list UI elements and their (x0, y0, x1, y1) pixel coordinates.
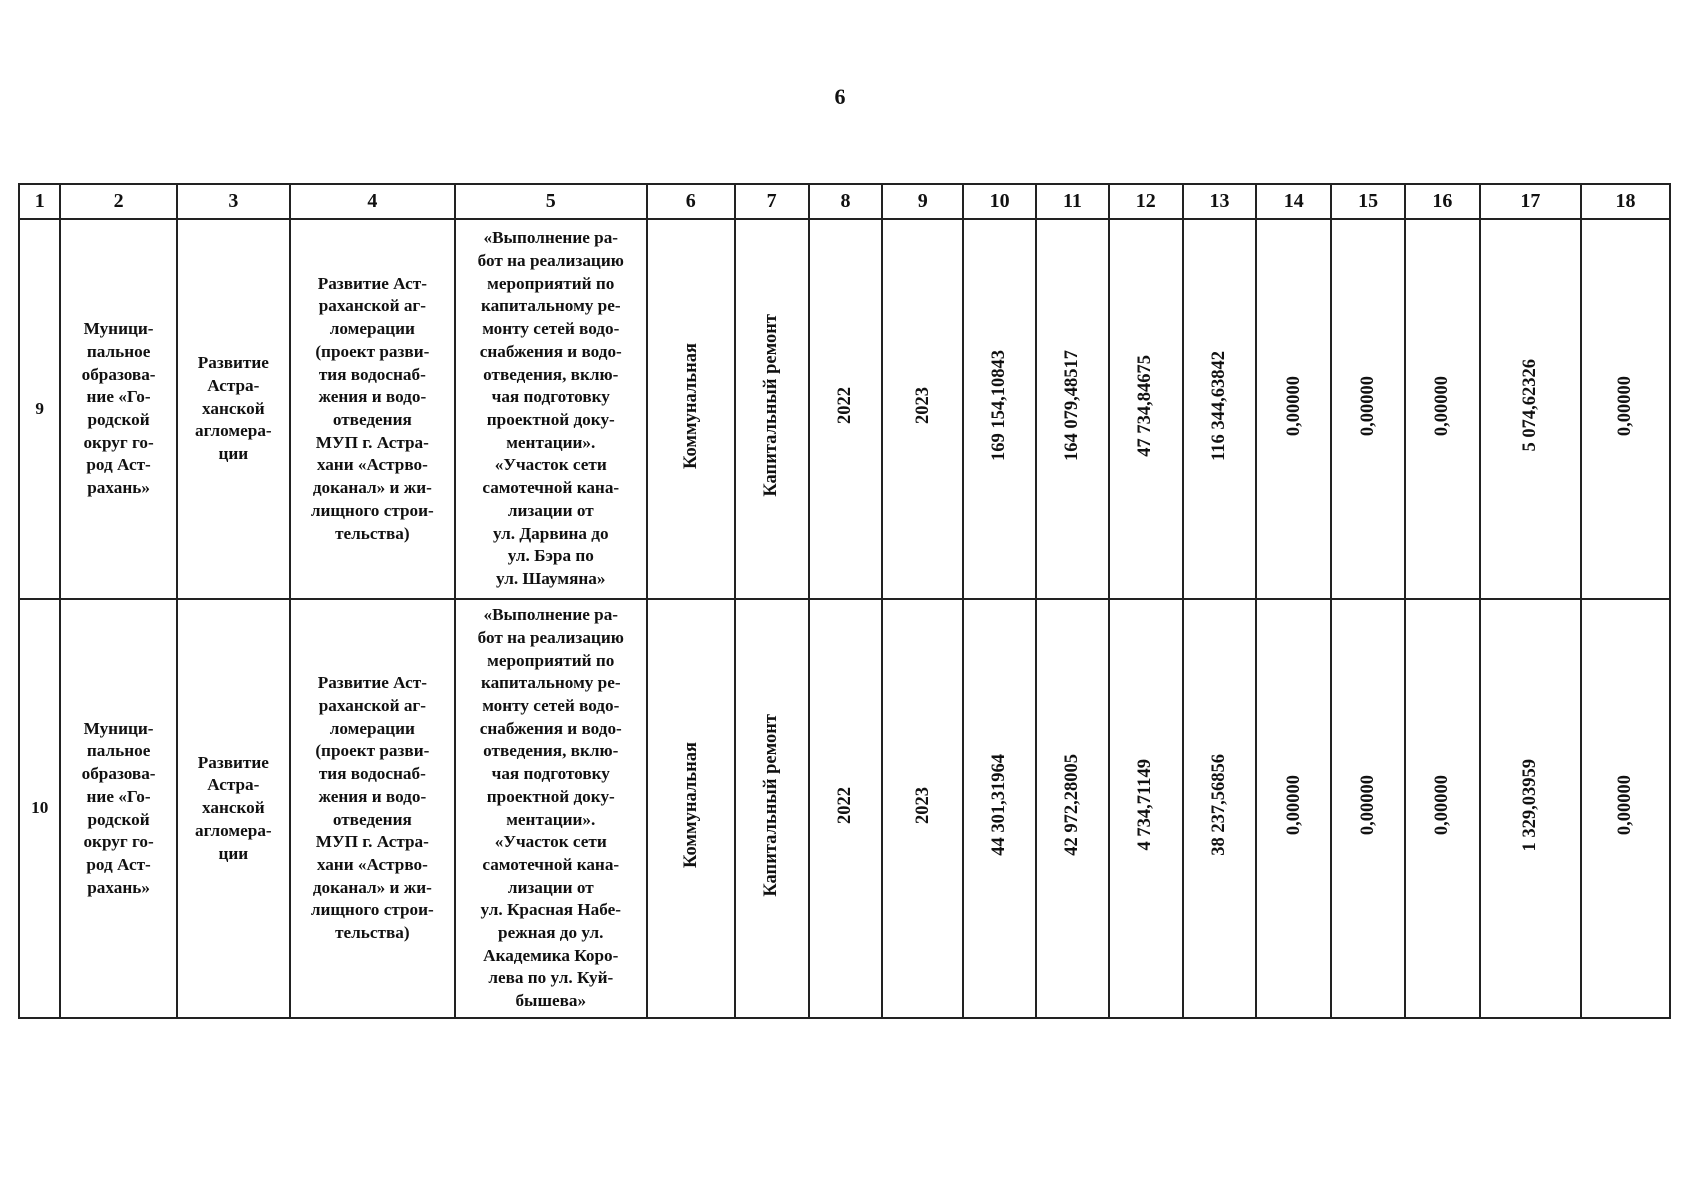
column-number: 6 (647, 184, 735, 219)
program-cell (177, 219, 290, 599)
text-line: самотечной кана- (482, 478, 620, 498)
text-line: Муници- (83, 718, 154, 738)
text-line: тельства) (335, 923, 410, 943)
text-line: самотечной кана- (482, 854, 620, 874)
text-line: монту сетей водо- (482, 319, 620, 339)
column-number: 2 (60, 184, 176, 219)
text-line: округ го- (83, 832, 154, 852)
text-line: ломерации (329, 718, 415, 738)
amount-value: 0,00000 (1283, 775, 1304, 836)
ownership-cell (647, 599, 735, 1018)
amount-value: 38 237,56856 (1209, 754, 1230, 857)
text-line: ул. Красная Набе- (480, 900, 621, 920)
column-number: 4 (290, 184, 455, 219)
ownership-cell (647, 219, 735, 599)
object-cell (455, 599, 647, 1018)
amount-cell (1256, 219, 1331, 599)
column-number: 11 (1036, 184, 1109, 219)
amount-value: 0,00000 (1432, 775, 1453, 836)
text-line: род Аст- (86, 854, 151, 874)
text-line: бот на реализацию (477, 251, 624, 271)
text-line: Астра- (207, 775, 260, 795)
text-line: рахань» (87, 478, 150, 498)
amount-value: 47 734,84675 (1135, 354, 1156, 457)
text-line: капитальному ре- (480, 673, 621, 693)
text-line: проектной доку- (486, 786, 615, 806)
text-line: хани «Астрво- (316, 455, 428, 475)
amount-cell (1581, 219, 1670, 599)
text-line: род Аст- (86, 455, 151, 475)
text-line: «Выполнение ра- (483, 228, 619, 248)
column-number: 8 (809, 184, 883, 219)
text-line: Муници- (83, 319, 154, 339)
text-line: Академика Коро- (483, 945, 619, 965)
text-line: режная до ул. (498, 923, 604, 943)
project-cell (290, 599, 455, 1018)
work-type-cell (735, 599, 809, 1018)
text-line: ул. Шаумяна» (496, 568, 606, 588)
amount-value: 169 154,10843 (989, 350, 1010, 462)
municipality-cell (60, 599, 176, 1018)
text-line: Развитие (197, 752, 269, 772)
amount-value: 0,00000 (1357, 775, 1378, 836)
text-line: бот на реализацию (477, 627, 624, 647)
amount-value: 0,00000 (1432, 375, 1453, 436)
text-line: доканал» и жи- (312, 478, 432, 498)
table-row (19, 599, 1670, 1018)
end-year-cell (882, 219, 963, 599)
text-line: ние «Го- (86, 786, 151, 806)
column-number: 18 (1581, 184, 1670, 219)
text-line: Развитие Аст- (317, 673, 427, 693)
text-line: округ го- (83, 432, 154, 452)
column-number: 12 (1109, 184, 1183, 219)
text-line: лизации от (507, 500, 594, 520)
amount-value: 1 329,03959 (1520, 758, 1541, 852)
text-line: снабжения и водо- (479, 718, 622, 738)
text-line: лищного строи- (310, 500, 434, 520)
amount-value: 0,00000 (1357, 375, 1378, 436)
text-line: чая подготовку (491, 387, 610, 407)
ownership-value: Коммунальная (680, 742, 701, 869)
investment-table (18, 183, 1671, 1019)
end-year-cell (882, 599, 963, 1018)
text-line: «Выполнение ра- (483, 605, 619, 625)
text-line: агломера- (194, 421, 272, 441)
text-line: ломерации (329, 319, 415, 339)
amount-cell (1405, 599, 1480, 1018)
text-line: ние «Го- (86, 387, 151, 407)
text-line: ции (218, 444, 249, 464)
amount-cell (1331, 599, 1405, 1018)
start-year-value: 2022 (835, 786, 856, 824)
text-line: агломера- (194, 820, 272, 840)
column-number: 3 (177, 184, 290, 219)
text-line: ции (218, 843, 249, 863)
text-line: рахань» (87, 877, 150, 897)
amount-value: 0,00000 (1615, 775, 1636, 836)
text-line: жения и водо- (318, 786, 427, 806)
text-line: МУП г. Астра- (315, 832, 429, 852)
start-year-value: 2022 (835, 387, 856, 425)
amount-cell (1331, 219, 1405, 599)
row-number: 10 (19, 599, 60, 1018)
text-line: (проект разви- (315, 741, 430, 761)
amount-value: 164 079,48517 (1062, 350, 1083, 462)
amount-cell (1109, 219, 1183, 599)
text-line: ханской (201, 798, 265, 818)
end-year-value: 2023 (912, 786, 933, 824)
amount-cell (1256, 599, 1331, 1018)
amount-cell (1036, 599, 1109, 1018)
text-line: тельства) (335, 523, 410, 543)
work-type-cell (735, 219, 809, 599)
text-line: отведения (332, 809, 412, 829)
amount-value: 44 301,31964 (989, 754, 1010, 857)
text-line: образова- (81, 364, 156, 384)
ownership-value: Коммунальная (680, 342, 701, 469)
text-line: Астра- (207, 375, 260, 395)
amount-cell (1581, 599, 1670, 1018)
amount-cell (1480, 219, 1581, 599)
text-line: мероприятий по (487, 650, 615, 670)
text-line: бышева» (515, 991, 587, 1011)
amount-cell (1183, 599, 1257, 1018)
text-line: отведения, вклю- (483, 364, 619, 384)
row-number: 9 (19, 219, 60, 599)
amount-cell (1480, 599, 1581, 1018)
program-cell (177, 599, 290, 1018)
text-line: пальное (86, 341, 151, 361)
start-year-cell (809, 599, 883, 1018)
text-line: раханской аг- (318, 296, 426, 316)
amount-value: 4 734,71149 (1135, 759, 1156, 851)
text-line: чая подготовку (491, 764, 610, 784)
text-line: раханской аг- (318, 695, 426, 715)
column-number: 15 (1331, 184, 1405, 219)
text-line: (проект разви- (315, 341, 430, 361)
text-line: снабжения и водо- (479, 341, 622, 361)
column-number: 9 (882, 184, 963, 219)
text-line: лизации от (507, 877, 594, 897)
text-line: «Участок сети (494, 455, 607, 475)
column-number: 14 (1256, 184, 1331, 219)
column-number: 16 (1405, 184, 1480, 219)
text-line: доканал» и жи- (312, 877, 432, 897)
end-year-value: 2023 (912, 387, 933, 425)
amount-cell (1183, 219, 1257, 599)
text-line: жения и водо- (318, 387, 427, 407)
text-line: тия водоснаб- (318, 364, 426, 384)
text-line: проектной доку- (486, 410, 615, 429)
table-row (19, 219, 1670, 599)
amount-cell (1036, 219, 1109, 599)
amount-value: 42 972,28005 (1062, 754, 1083, 857)
text-line: пальное (86, 741, 151, 761)
text-line: хани «Астрво- (316, 854, 428, 874)
amount-value: 0,00000 (1615, 375, 1636, 436)
amount-cell (963, 219, 1036, 599)
text-line: монту сетей водо- (482, 695, 620, 715)
text-line: Развитие Аст- (317, 273, 427, 293)
start-year-cell (809, 219, 883, 599)
text-line: отведения, вклю- (483, 741, 619, 761)
text-line: тия водоснаб- (318, 764, 426, 784)
page-number: 6 (834, 84, 846, 109)
text-line: «Участок сети (494, 832, 607, 852)
amount-cell (1405, 219, 1480, 599)
column-number: 13 (1183, 184, 1257, 219)
column-number: 1 (19, 184, 60, 219)
text-line: ул. Бэра по (507, 546, 594, 566)
text-line: родской (87, 410, 150, 429)
column-number: 7 (735, 184, 809, 219)
municipality-cell (60, 219, 176, 599)
work-type-value: Капитальный ремонт (761, 713, 782, 897)
text-line: образова- (81, 764, 156, 784)
column-number: 17 (1480, 184, 1581, 219)
project-cell (290, 219, 455, 599)
amount-cell (963, 599, 1036, 1018)
text-line: ул. Дарвина до (492, 523, 609, 543)
text-line: родской (87, 809, 150, 829)
text-line: мероприятий по (487, 273, 615, 293)
amount-cell (1109, 599, 1183, 1018)
text-line: ментации». (506, 809, 596, 829)
column-number: 10 (963, 184, 1036, 219)
text-line: МУП г. Астра- (315, 432, 429, 452)
amount-value: 116 344,63842 (1209, 350, 1230, 461)
column-number: 5 (455, 184, 647, 219)
work-type-value: Капитальный ремонт (761, 314, 782, 497)
object-cell (455, 219, 647, 599)
text-line: капитальному ре- (480, 296, 621, 316)
text-line: отведения (332, 410, 412, 429)
text-line: ханской (201, 398, 265, 418)
text-line: лищного строи- (310, 900, 434, 920)
text-line: ментации». (506, 432, 596, 452)
column-number-row (19, 184, 1670, 219)
text-line: Развитие (197, 353, 269, 373)
amount-value: 5 074,62326 (1520, 359, 1541, 452)
text-line: лева по ул. Куй- (488, 968, 614, 988)
amount-value: 0,00000 (1283, 375, 1304, 436)
